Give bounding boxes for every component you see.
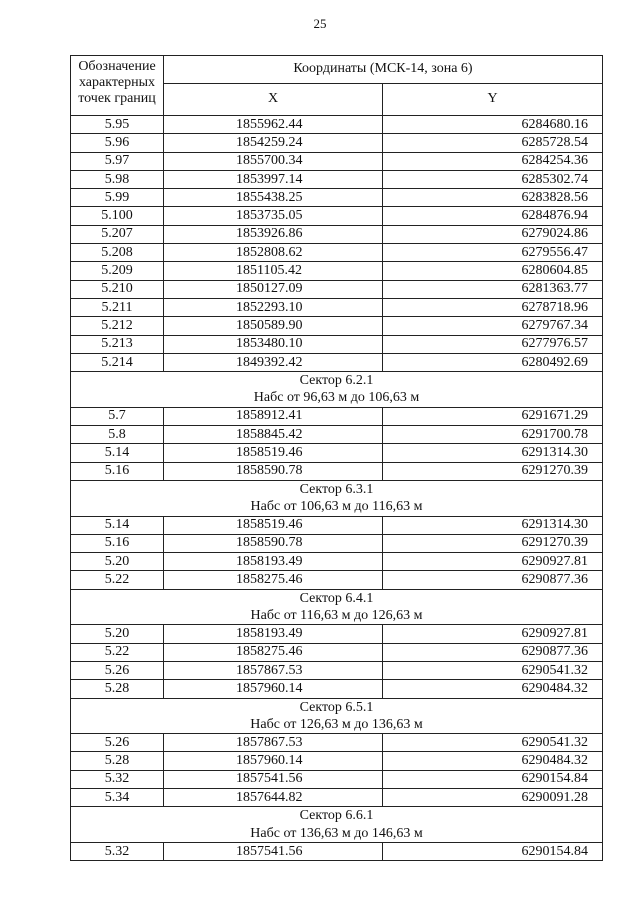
y-cell: 6290927.81 [383,553,603,571]
sector-height-range: Набс от 136,63 м до 146,63 м [250,825,423,841]
y-cell: 6284254.36 [383,152,603,170]
table-row [71,244,603,262]
table-row [71,534,603,552]
coordinates-column-header: Координаты (МСК-14, зона 6) [164,56,603,84]
x-cell: 1852293.10 [164,298,383,316]
point-cell: 5.14 [71,516,164,534]
y-cell: 6284680.16 [383,116,603,134]
point-cell: 5.26 [71,661,164,679]
point-cell: 5.209 [71,262,164,280]
sector-title: Сектор 6.6.1 [299,808,374,824]
table-row [71,317,603,335]
x-cell: 1855438.25 [164,189,383,207]
table-body [71,116,603,861]
y-cell: 6290541.32 [383,661,603,679]
table-row [71,335,603,353]
y-cell: 6290877.36 [383,643,603,661]
y-cell: 6285302.74 [383,170,603,188]
x-cell: 1858845.42 [164,426,383,444]
point-cell: 5.7 [71,407,164,425]
table-row [71,170,603,188]
point-cell: 5.32 [71,842,164,860]
table-row [71,262,603,280]
y-cell: 6280604.85 [383,262,603,280]
point-cell: 5.100 [71,207,164,225]
sector-height-range: Набс от 106,63 м до 116,63 м [250,499,423,515]
sector-header-row [71,589,603,625]
y-cell: 6291270.39 [383,534,603,552]
sector-title: Сектор 6.3.1 [299,481,374,497]
table-row [71,842,603,860]
table-row [71,625,603,643]
x-cell: 1858193.49 [164,625,383,643]
y-cell: 6291671.29 [383,407,603,425]
point-cell: 5.16 [71,534,164,552]
table-row [71,516,603,534]
table-row [71,116,603,134]
y-cell: 6279556.47 [383,244,603,262]
sector-header-row [71,480,603,516]
point-cell: 5.32 [71,770,164,788]
table-row [71,571,603,589]
x-cell: 1854259.24 [164,134,383,152]
point-cell: 5.207 [71,225,164,243]
x-cell: 1858275.46 [164,643,383,661]
y-cell: 6291314.30 [383,516,603,534]
x-cell: 1858519.46 [164,444,383,462]
point-cell: 5.99 [71,189,164,207]
table-row [71,189,603,207]
x-cell: 1853997.14 [164,170,383,188]
point-cell: 5.95 [71,116,164,134]
y-cell: 6290877.36 [383,571,603,589]
table-row [71,426,603,444]
y-cell: 6290541.32 [383,734,603,752]
point-cell: 5.22 [71,643,164,661]
x-cell: 1853926.86 [164,225,383,243]
point-cell: 5.26 [71,734,164,752]
x-cell: 1858590.78 [164,534,383,552]
x-cell: 1851105.42 [164,262,383,280]
x-cell: 1857541.56 [164,842,383,860]
x-cell: 1855962.44 [164,116,383,134]
point-cell: 5.213 [71,335,164,353]
point-cell: 5.211 [71,298,164,316]
x-cell: 1858275.46 [164,571,383,589]
table-row [71,734,603,752]
point-cell: 5.20 [71,553,164,571]
y-cell: 6290484.32 [383,752,603,770]
x-cell: 1853480.10 [164,335,383,353]
point-cell: 5.210 [71,280,164,298]
x-cell: 1857867.53 [164,661,383,679]
point-cell: 5.34 [71,788,164,806]
x-cell: 1853735.05 [164,207,383,225]
y-cell: 6281363.77 [383,280,603,298]
point-cell: 5.20 [71,625,164,643]
table-row [71,752,603,770]
x-cell: 1858193.49 [164,553,383,571]
point-cell: 5.8 [71,426,164,444]
table-row [71,643,603,661]
point-cell: 5.28 [71,680,164,698]
x-cell: 1857541.56 [164,770,383,788]
x-cell: 1852808.62 [164,244,383,262]
sector-title: Сектор 6.4.1 [299,590,374,606]
y-column-header: Y [383,83,603,115]
table-row [71,280,603,298]
y-cell: 6280492.69 [383,353,603,371]
x-cell: 1858590.78 [164,462,383,480]
y-cell: 6285728.54 [383,134,603,152]
y-cell: 6283828.56 [383,189,603,207]
page-number: 25 [313,16,327,31]
sector-height-range: Набс от 96,63 м до 106,63 м [253,390,420,406]
sector-header-row [71,807,603,843]
y-cell: 6291700.78 [383,426,603,444]
y-cell: 6279024.86 [383,225,603,243]
x-cell: 1850589.90 [164,317,383,335]
y-cell: 6291314.30 [383,444,603,462]
point-cell: 5.28 [71,752,164,770]
point-column-header: Обозначение характерных точек границ [71,56,164,116]
x-cell: 1857867.53 [164,734,383,752]
table-row [71,770,603,788]
y-cell: 6290927.81 [383,625,603,643]
table-row [71,444,603,462]
sector-height-range: Набс от 126,63 м до 136,63 м [250,716,423,732]
point-cell: 5.212 [71,317,164,335]
table-row [71,661,603,679]
point-cell: 5.208 [71,244,164,262]
table-row [71,788,603,806]
table-row [71,553,603,571]
table-row [71,353,603,371]
point-cell: 5.97 [71,152,164,170]
y-cell: 6284876.94 [383,207,603,225]
coordinates-table [70,55,603,861]
point-cell: 5.96 [71,134,164,152]
point-cell: 5.14 [71,444,164,462]
table-row [71,407,603,425]
y-cell: 6291270.39 [383,462,603,480]
y-cell: 6290484.32 [383,680,603,698]
x-cell: 1849392.42 [164,353,383,371]
table-row [71,134,603,152]
x-cell: 1858912.41 [164,407,383,425]
y-cell: 6279767.34 [383,317,603,335]
x-cell: 1858519.46 [164,516,383,534]
sector-title: Сектор 6.2.1 [299,373,374,389]
table-row [71,462,603,480]
sector-height-range: Набс от 116,63 м до 126,63 м [250,608,423,624]
table-row [71,207,603,225]
sector-title: Сектор 6.5.1 [299,699,374,715]
x-cell: 1857960.14 [164,680,383,698]
table-row [71,225,603,243]
y-cell: 6290091.28 [383,788,603,806]
y-cell: 6290154.84 [383,770,603,788]
x-cell: 1857960.14 [164,752,383,770]
sector-header-row [71,372,603,408]
y-cell: 6278718.96 [383,298,603,316]
y-cell: 6290154.84 [383,842,603,860]
table-row [71,680,603,698]
table-row [71,152,603,170]
point-cell: 5.214 [71,353,164,371]
y-cell: 6277976.57 [383,335,603,353]
x-cell: 1850127.09 [164,280,383,298]
x-cell: 1857644.82 [164,788,383,806]
point-cell: 5.16 [71,462,164,480]
point-cell: 5.98 [71,170,164,188]
x-column-header: X [164,83,383,115]
table-row [71,298,603,316]
point-cell: 5.22 [71,571,164,589]
sector-header-row [71,698,603,734]
x-cell: 1855700.34 [164,152,383,170]
